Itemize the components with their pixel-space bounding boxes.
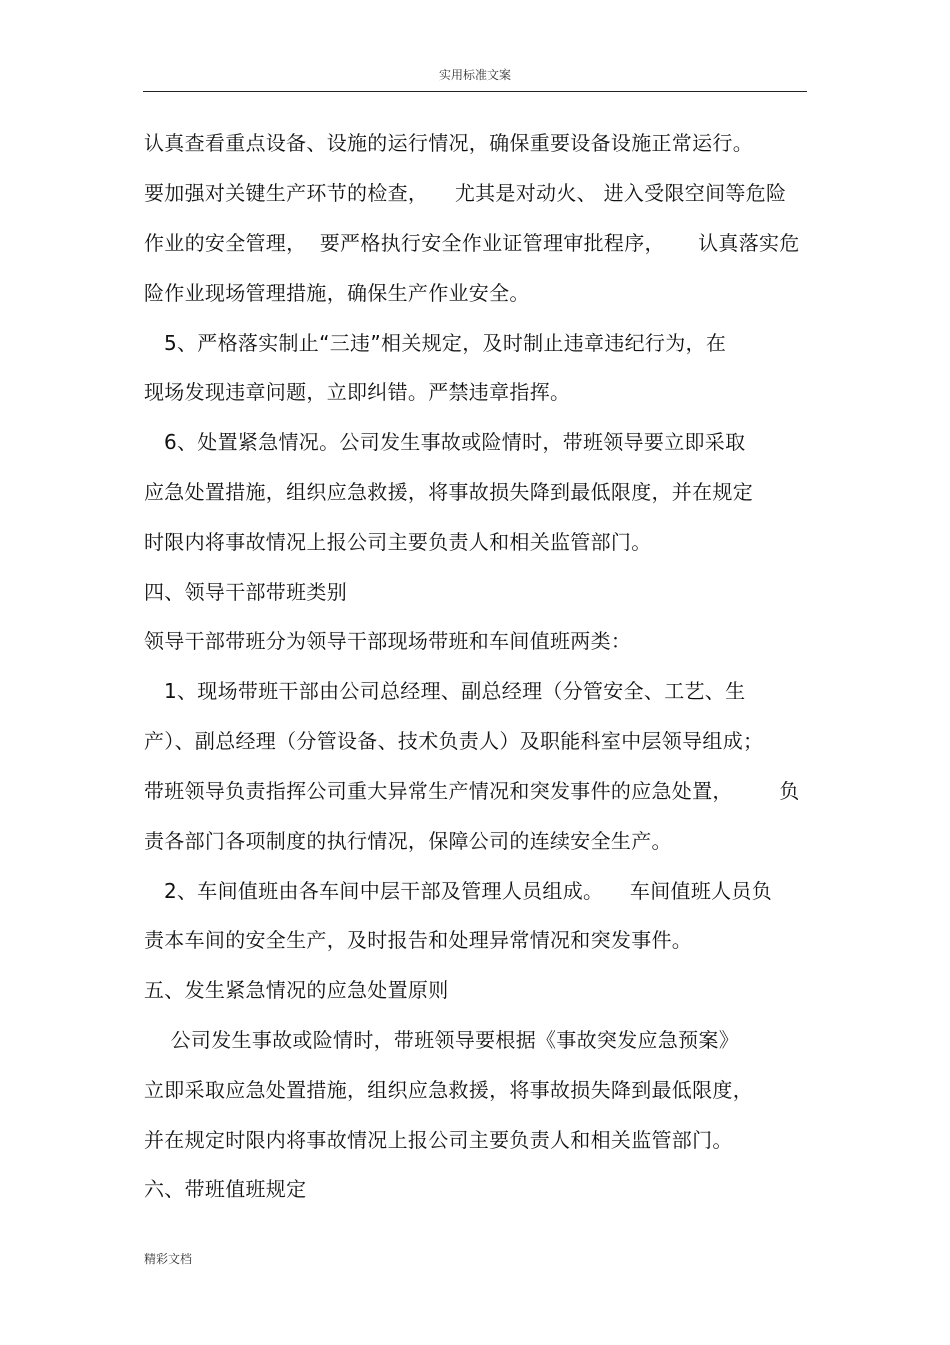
page-footer: 精彩文档 <box>144 1252 193 1266</box>
body-line: 1、现场带班干部由公司总经理、副总经理（分管安全、工艺、生 <box>144 679 746 703</box>
body-line: 2、车间值班由各车间中层干部及管理人员组成。 车间值班人员负 <box>144 879 773 903</box>
page-header: 实用标准文案 <box>438 68 511 82</box>
body-line: 作业的安全管理， 要严格执行安全作业证管理审批程序， 认真落实危 <box>144 231 800 255</box>
body-line: 5、严格落实制止“三违”相关规定，及时制止违章违纪行为，在 <box>144 331 727 355</box>
body-line: 责本车间的安全生产，及时报告和处理异常情况和突发事件。 <box>144 928 693 952</box>
body-line: 时限内将事故情况上报公司主要负责人和相关监管部门。 <box>144 530 652 554</box>
section-heading: 五、发生紧急情况的应急处置原则 <box>144 978 449 1002</box>
section-heading: 四、领导干部带班类别 <box>144 580 347 604</box>
body-line: 应急处置措施，组织应急救援，将事故损失降到最低限度，并在规定 <box>144 480 753 504</box>
body-line: 公司发生事故或险情时，带班领导要根据《事故突发应急预案》 <box>144 1028 740 1052</box>
body-line: 领导干部带班分为领导干部现场带班和车间值班两类： <box>144 629 632 653</box>
body-line: 并在规定时限内将事故情况上报公司主要负责人和相关监管部门。 <box>144 1128 733 1152</box>
body-line: 现场发现违章问题，立即纠错。严禁违章指挥。 <box>144 380 571 404</box>
body-line: 产）、副总经理（分管设备、技术负责人）及职能科室中层领导组成； <box>144 729 764 753</box>
body-line: 要加强对关键生产环节的检查， 尤其是对动火、 进入受限空间等危险 <box>144 181 787 205</box>
body-line: 带班领导负责指挥公司重大异常生产情况和突发事件的应急处置， 负 <box>144 779 800 803</box>
section-heading: 六、带班值班规定 <box>144 1177 307 1201</box>
header-divider <box>143 91 807 92</box>
body-line: 6、处置紧急情况。公司发生事故或险情时，带班领导要立即采取 <box>144 430 746 454</box>
body-line: 责各部门各项制度的执行情况，保障公司的连续安全生产。 <box>144 829 672 853</box>
body-line: 险作业现场管理措施，确保生产作业安全。 <box>144 281 530 305</box>
body-line: 认真查看重点设备、设施的运行情况，确保重要设备设施正常运行。 <box>144 131 753 155</box>
body-line: 立即采取应急处置措施，组织应急救援，将事故损失降到最低限度， <box>144 1078 753 1102</box>
